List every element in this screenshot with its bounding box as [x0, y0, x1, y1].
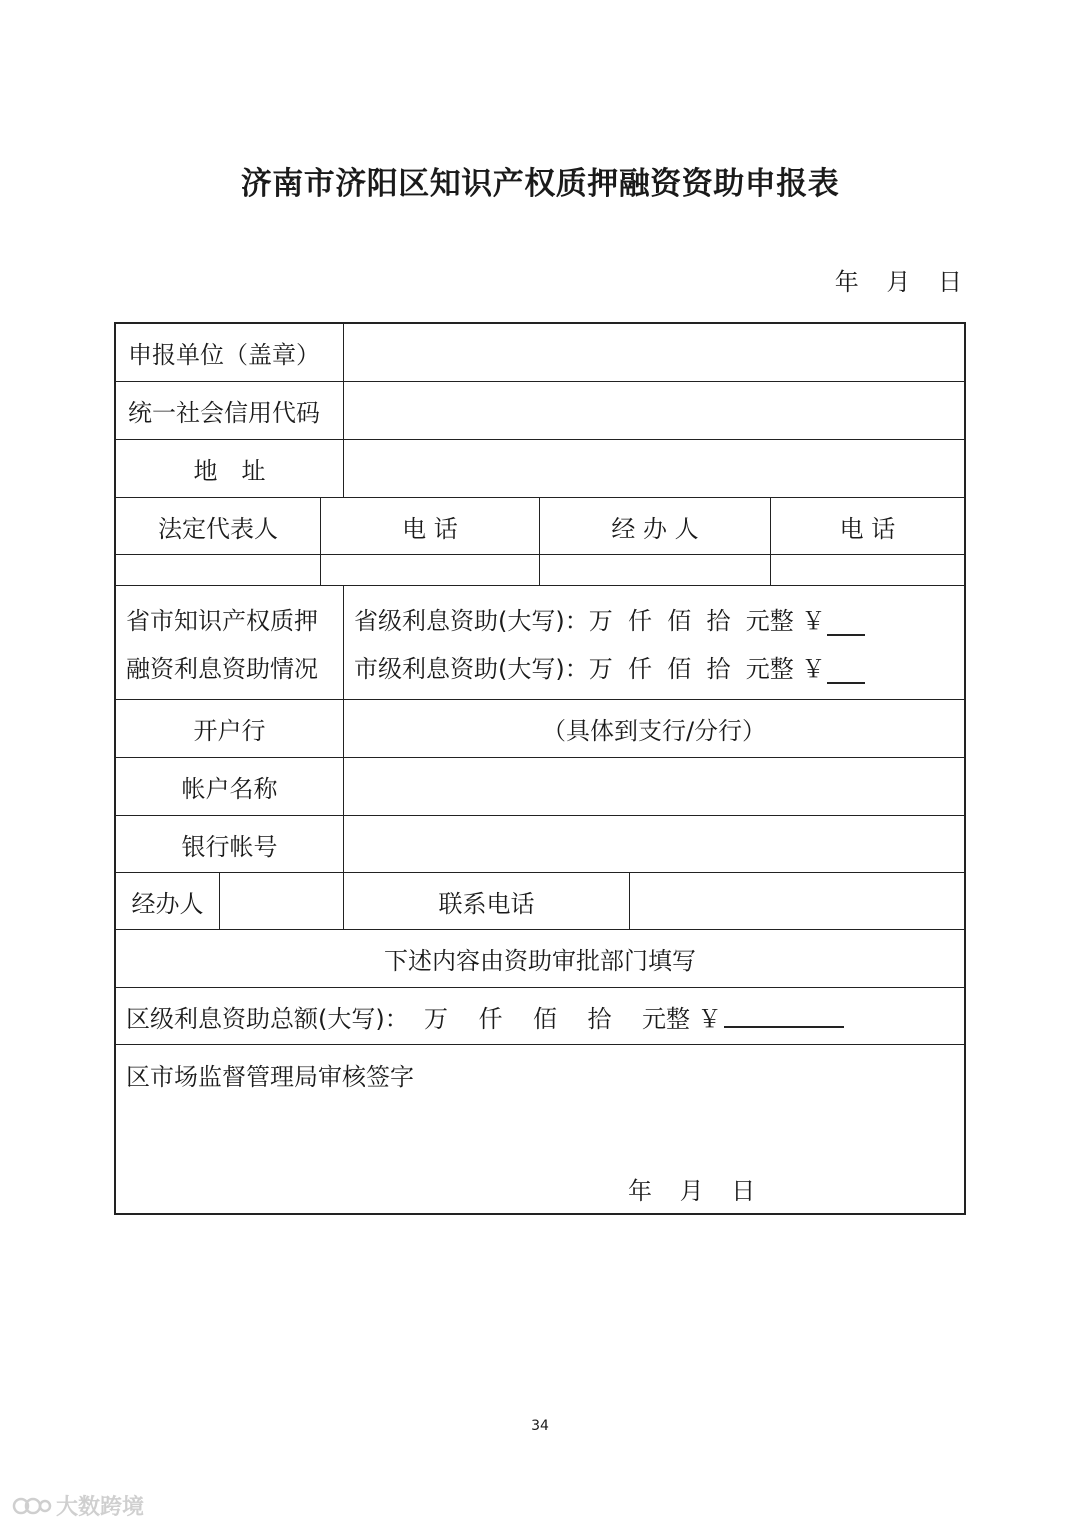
- signature-date: [628, 1171, 755, 1206]
- district-amount-blank[interactable]: [724, 1004, 844, 1028]
- municipal-amount-blank[interactable]: [827, 660, 865, 684]
- account-number-label: 银行帐号: [116, 816, 344, 872]
- legal-rep-phone-field[interactable]: [321, 555, 540, 585]
- district-subsidy-text: 区级利息资助总额(大写)： 万 仟 佰 拾 元整 ￥: [126, 1004, 722, 1033]
- top-date: [815, 262, 962, 297]
- row-bank: [116, 700, 964, 758]
- handler-label-1: 经 办 人: [540, 498, 771, 554]
- signature-area[interactable]: [116, 1045, 964, 1213]
- provincial-subsidy-text: 省级利息资助(大写)：万 仟 佰 拾 元整 ￥: [354, 606, 826, 635]
- municipal-subsidy-text: 市级利息资助(大写)：万 仟 佰 拾 元整 ￥: [354, 655, 826, 684]
- signature-date-year: 年: [628, 1177, 652, 1205]
- contact-phone-field[interactable]: [630, 873, 964, 929]
- handler-field-2[interactable]: [220, 873, 344, 929]
- provincial-subsidy-line: [354, 601, 865, 636]
- applicant-label: 申报单位（盖章）: [116, 324, 344, 381]
- handler-field[interactable]: [540, 555, 771, 585]
- handler-phone-field[interactable]: [771, 555, 964, 585]
- row-signature: [116, 1045, 964, 1213]
- top-date-day: 日: [938, 268, 962, 296]
- row-account-name: [116, 758, 964, 816]
- address-label: 地 址: [116, 440, 344, 497]
- row-applicant: [116, 324, 964, 382]
- form-title: 济南市济阳区知识产权质押融资资助申报表: [240, 166, 840, 202]
- bank-label: 开户行: [116, 700, 344, 757]
- row-contacts-values: [116, 555, 964, 586]
- signature-date-day: 日: [731, 1177, 756, 1205]
- watermark: [12, 1490, 144, 1521]
- watermark-text: 大数跨境: [56, 1495, 145, 1520]
- signature-date-month: 月: [679, 1177, 704, 1205]
- handler-label-2: 经办人: [116, 873, 220, 929]
- row-credit-code: [116, 382, 964, 440]
- approval-section-header: 下述内容由资助审批部门填写: [384, 947, 696, 975]
- phone-label-2: 电 话: [839, 514, 896, 543]
- row-subsidy: [116, 586, 964, 700]
- page-number: 34: [531, 1418, 549, 1434]
- row-address: [116, 440, 964, 498]
- row-contacts-header: [116, 498, 964, 555]
- application-form-table: [114, 322, 966, 1215]
- account-name-field[interactable]: [344, 758, 964, 815]
- applicant-field[interactable]: [344, 324, 964, 381]
- top-date-month: 月: [886, 268, 911, 296]
- subsidy-amounts: [344, 586, 964, 699]
- address-field[interactable]: [344, 440, 964, 497]
- subsidy-label: [116, 586, 344, 699]
- contact-phone-label: 联系电话: [344, 873, 630, 929]
- district-subsidy-cell: [116, 988, 964, 1044]
- credit-code-label: 统一社会信用代码: [116, 382, 344, 439]
- municipal-subsidy-line: [354, 649, 865, 684]
- watermark-logo-icon: [12, 1494, 52, 1518]
- bank-field-hint[interactable]: （具体到支行/分行）: [541, 717, 767, 745]
- signature-label: 区市场监督管理局审核签字: [126, 1063, 414, 1091]
- row-account-number: [116, 816, 964, 873]
- phone-label-1: 电 话: [321, 498, 540, 554]
- legal-rep-field[interactable]: [116, 555, 321, 585]
- account-name-label: 帐户名称: [116, 758, 344, 815]
- legal-rep-label: 法定代表人: [116, 498, 321, 554]
- row-district-subsidy: [116, 988, 964, 1045]
- row-approval-header: [116, 930, 964, 988]
- provincial-amount-blank[interactable]: [827, 612, 865, 636]
- subsidy-label-line1: 省市知识产权质押: [126, 606, 318, 635]
- account-number-field[interactable]: [344, 816, 964, 872]
- row-handler-contact: [116, 873, 964, 930]
- subsidy-label-line2: 融资利息资助情况: [126, 655, 318, 684]
- credit-code-field[interactable]: [344, 382, 964, 439]
- top-date-year: 年: [834, 268, 859, 296]
